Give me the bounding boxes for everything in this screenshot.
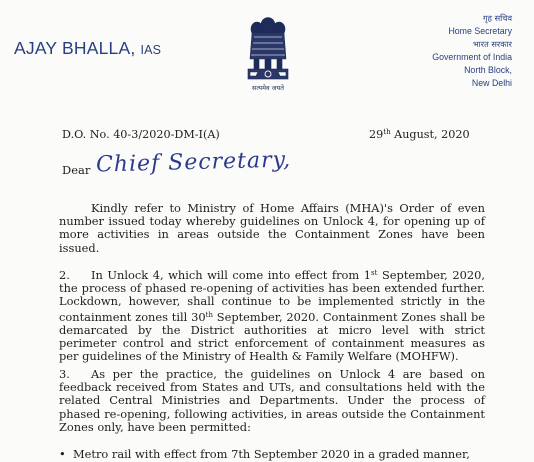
paragraph-3-number: 3. bbox=[59, 367, 70, 381]
paragraph-2-text-a: In Unlock 4, which will come into effect from 1 bbox=[91, 268, 372, 282]
designation-block bbox=[382, 12, 512, 90]
sender-name bbox=[14, 38, 161, 59]
paragraph-1: Kindly refer to Ministry of Home Affairs (MHA)'s Order of even number issued today whereby guidelines on Unlock 4, for opening up of more activities in areas outside the Containment Zones have been issued. bbox=[59, 201, 485, 255]
paragraph-2-text-c: September, 2020. Containment Zones shall be demarcated by the District authorities at micro level with strict perimeter control and strict enforcement of containment measures as per guidelines of the Ministry of Health & Family Welfare (MOHFW). bbox=[59, 309, 485, 364]
handwritten-addressee: Chief Secretary, bbox=[95, 147, 292, 178]
address-line-1: North Block, bbox=[464, 65, 512, 75]
paragraph-3 bbox=[59, 368, 485, 434]
sender-name-text: AJAY BHALLA, bbox=[14, 38, 136, 58]
reference-number: D.O. No. 40-3/2020-DM-I(A) bbox=[62, 128, 220, 141]
sender-suffix: IAS bbox=[140, 43, 162, 57]
date-month-year: August, 2020 bbox=[394, 128, 470, 141]
date-day: 29 bbox=[369, 128, 384, 141]
bullet-icon: • bbox=[59, 447, 66, 461]
salutation: Dear bbox=[62, 163, 91, 177]
list-item bbox=[59, 447, 470, 461]
paragraph-2-text-b: September, 2020, the process of phased re-opening of activities has been extended further. Lockdown, however, shall continue to be implemented strictly in the containment zones till 30 bbox=[59, 268, 485, 324]
paragraph-2-sup-1: st bbox=[371, 269, 378, 277]
title-hindi: गृह सचिव bbox=[483, 13, 512, 23]
title-english: Home Secretary bbox=[448, 26, 512, 36]
paragraph-2-number: 2. bbox=[59, 268, 70, 282]
letter-date bbox=[369, 128, 470, 141]
address-line-2: New Delhi bbox=[471, 78, 512, 88]
paragraph-2 bbox=[59, 267, 485, 363]
paragraph-3-text: As per the practice, the guidelines on Unlock 4 are based on feedback received from States and UTs, and consultations held with the related Central Ministries and Departments. Under the process of phased re-opening, following activities, in areas outside the Containment Zones only, have been permitted: bbox=[59, 367, 485, 434]
bullet-1-text: Metro rail with effect from 7th September 2020 in a graded manner, bbox=[73, 447, 470, 461]
government-hindi: भारत सरकार bbox=[472, 39, 512, 49]
emblem-motto: सत्यमेव जयते bbox=[252, 84, 284, 92]
government-english: Government of India bbox=[432, 52, 512, 62]
paragraph-2-sup-2: th bbox=[205, 310, 213, 319]
date-suffix: th bbox=[383, 128, 391, 136]
